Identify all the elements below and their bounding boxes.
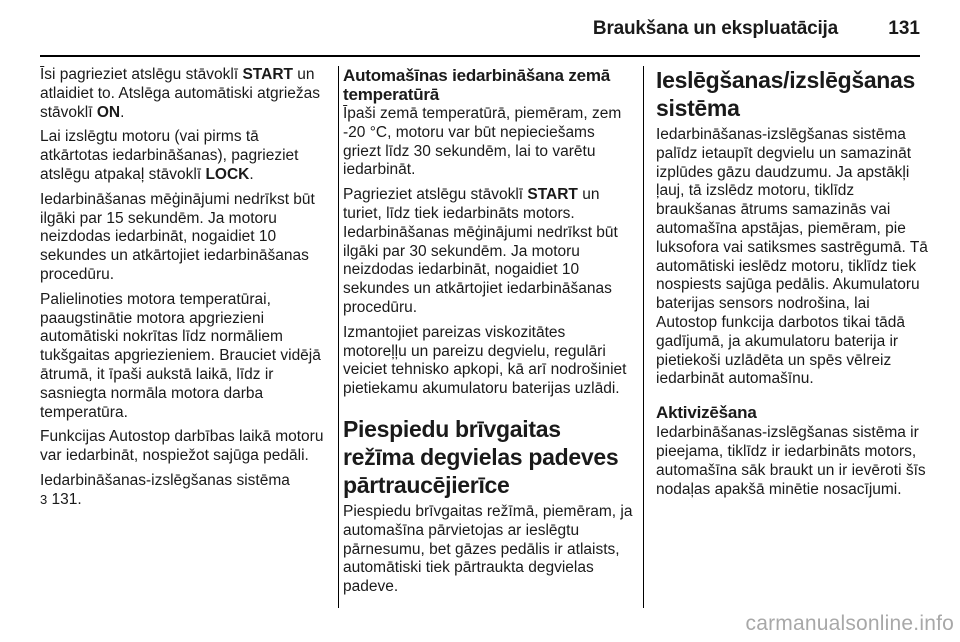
paragraph-start-attempts: Iedarbināšanas mēģinājumi nedrīkst būt ilgāki par 15 sekundēm. Ja motoru neizdodas iedarbināt, nogaidiet 10 sekundes un atkārtojiet iedarbināšanas procedūru. xyxy=(40,190,315,283)
key-position-lock: LOCK xyxy=(205,165,250,183)
heading-activation: Aktivizēšana xyxy=(656,403,757,423)
heading-fuel-cutoff: Piespiedu brīvgaitas režīma degvielas padeves pārtraucējierīce xyxy=(343,415,619,498)
key-position-start: START xyxy=(527,186,578,204)
paragraph-stop-engine: Lai izslēgtu motoru (vai pirms tā atkārtotas iedarbināšanas), pagrieziet atslēgu atpakaļ stāvoklī LOCK. xyxy=(40,128,299,183)
paragraph-warmup: Palielinoties motora temperatūrai, paaugstinātie motora apgriezieni automātiski nokrītas līdz normāliem tukšgaitas apgriezieniem. Brauciet vidējā ātrumā, it īpaši aukstā laikā, līdz ir sasniegta normāla motora darba temperatūra. xyxy=(40,290,321,421)
watermark: carmanualsonline.info xyxy=(745,612,954,635)
column-left xyxy=(40,66,330,516)
paragraph-autostop-restart: Funkcijas Autostop darbības laikā motoru var iedarbināt, nospiežot sajūga pedāli. xyxy=(40,428,324,465)
key-position-on: ON xyxy=(96,103,121,121)
page-number: 131 xyxy=(888,18,920,39)
header-divider xyxy=(40,55,920,57)
paragraph-cold-cranking: Īpaši zemā temperatūrā, piemēram, zem -20 °C, motoru var būt nepieciešams griezt līdz 30 sekundēm, lai to varētu iedarbināt. xyxy=(343,105,622,179)
paragraph-cross-reference: Iedarbināšanas-izslēgšanas sistēma 3 131. xyxy=(40,471,290,508)
page-title: Braukšana un ekspluatācija xyxy=(592,18,838,39)
key-position-start: START xyxy=(242,66,293,83)
column-divider-1 xyxy=(338,66,339,608)
page-reference-link[interactable]: 131. xyxy=(51,490,82,508)
column-divider-2 xyxy=(643,66,644,608)
paragraph-start-stop-description: Iedarbināšanas-izslēgšanas sistēma palīdz ietaupīt degvielu un samazināt izplūdes gāzu daudzumu. Ja apstākļi ļauj, tā izslēdz motoru, tiklīdz braukšanas ātrums samazinās vai automašīna apstājas, piemēram, pie luksofora vai satiksmes sastrēgumā. Tā automātiski ieslēdz motoru, tiklīdz tiek nospiests sajūga pedālis. Akumulatoru baterijas sensors nodrošina, lai Autostop funkcija darbotos tikai tādā gadījumā, ja akumulatoru baterija ir pietiekoši uzlādēta un spēs vēlreiz iedarbināt automašīnu. xyxy=(656,126,928,388)
page-reference-arrow-icon: 3 xyxy=(40,491,48,507)
paragraph-maintenance: Izmantojiet pareizas viskozitātes motoreļļu un pareizu degvielu, regulāri veiciet tehnisko apkopi, kā arī nodrošiniet pietiekamu akumulatoru baterijas uzlādi. xyxy=(343,323,627,398)
heading-cold-start: Automašīnas iedarbināšana zemā temperatūrā xyxy=(343,66,611,104)
paragraph-start-key: Īsi pagrieziet atslēgu stāvoklī START un atlaidiet to. Atslēga automātiski atgriežas stāvoklī ON. xyxy=(40,66,321,121)
column-right xyxy=(656,66,928,505)
paragraph-activation: Iedarbināšanas-izslēgšanas sistēma ir pieejama, tiklīdz ir iedarbināts motors, automašīna sāk braukt un ir ievēroti šīs nodaļas apakšā minētie nosacījumi. xyxy=(656,424,926,498)
paragraph-fuel-cutoff: Piespiedu brīvgaitas režīmā, piemēram, ja automašīna pārvietojas ar ieslēgtu pārnesumu, bet gāzes pedālis ir atlaists, automātiski tiek pārtraukta degvielas padeve. xyxy=(343,502,633,596)
column-middle xyxy=(343,66,633,603)
page-header xyxy=(0,0,960,56)
heading-start-stop-system: Ieslēgšanas/izslēgšanas sistēma xyxy=(656,67,916,121)
paragraph-cold-start-key: Pagrieziet atslēgu stāvoklī START un turiet, līdz tiek iedarbināts motors. Iedarbināšanas mēģinājumi nedrīkst būt ilgāki par 30 sekundēm. Ja motoru neizdodas iedarbināt, nogaidiet 10 sekundes un atkārtojiet iedarbināšanas procedūru. xyxy=(343,186,618,316)
